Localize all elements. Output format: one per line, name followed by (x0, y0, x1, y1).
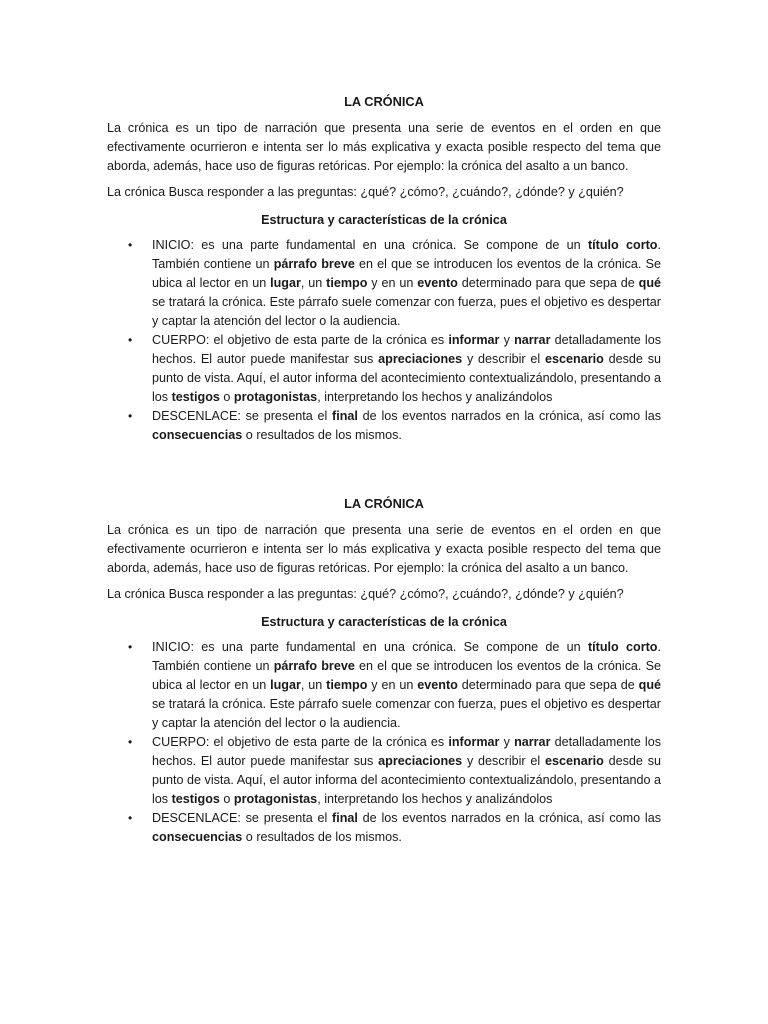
bullet-icon: • (128, 238, 133, 252)
bold-run: escenario (545, 754, 604, 768)
text-run: . También contiene un (152, 238, 661, 271)
intro-paragraph: La crónica es un tipo de narración que presenta una serie de eventos en el orden en que efectivamente ocurrieron e intenta ser lo más explicativa y exacta posible respecto del tema que aborda, además, hace uso de figuras retóricas. Por ejemplo: la crónica del asalto a un banco. (107, 121, 661, 173)
text-run: detalladamente los hechos. El autor puede manifestar sus (152, 333, 661, 366)
text-run: o resultados de los mismos. (242, 830, 402, 844)
text-run: , un (300, 678, 327, 692)
list-item (107, 733, 661, 809)
structure-list (107, 236, 661, 445)
bullet-icon: • (128, 811, 133, 825)
structure-subtitle: Estructura y características de la crónica (261, 615, 507, 629)
bold-run: final (332, 811, 358, 825)
section-2 (107, 494, 661, 847)
text-run: y en un (367, 276, 418, 290)
text-run: o (219, 792, 234, 806)
list-item (107, 638, 661, 733)
bold-run: testigos (171, 390, 220, 404)
bold-run: escenario (545, 352, 604, 366)
text-run: , interpretando los hechos y analizándolos (317, 390, 553, 404)
bold-run: narrar (514, 735, 551, 749)
text-run: y describir el (462, 352, 545, 366)
intro-paragraph: La crónica es un tipo de narración que presenta una serie de eventos en el orden en que efectivamente ocurrieron e intenta ser lo más explicativa y exacta posible respecto del tema que aborda, además, hace uso de figuras retóricas. Por ejemplo: la crónica del asalto a un banco. (107, 523, 661, 575)
text-run: . También contiene un (152, 640, 661, 673)
bold-run: título corto (587, 238, 658, 252)
text-run: detalladamente los hechos. El autor puede manifestar sus (152, 735, 661, 768)
text-run: DESCENLACE: se presenta el (152, 811, 333, 825)
text-run: DESCENLACE: se presenta el (152, 409, 333, 423)
bold-run: apreciaciones (378, 352, 463, 366)
bold-run: qué (638, 678, 662, 692)
text-run: se tratará la crónica. Este párrafo suele comenzar con fuerza, pues el objetivo es despertar y captar la atención del lector o la audiencia. (152, 697, 661, 730)
bold-run: tiempo (326, 678, 368, 692)
text-run: , un (300, 276, 327, 290)
text-run: desde su punto de vista. Aquí, el autor informa del acontecimiento contextualizándolo, presentando a los (152, 352, 661, 404)
list-item (107, 236, 661, 331)
bold-run: testigos (171, 792, 220, 806)
bold-run: final (332, 409, 358, 423)
section-title: LA CRÓNICA (344, 94, 424, 109)
bold-run: consecuencias (152, 830, 243, 844)
text-run: o resultados de los mismos. (242, 428, 402, 442)
text-run: CUERPO: el objetivo de esta parte de la crónica es (152, 735, 449, 749)
structure-list (107, 638, 661, 847)
text-run: y (499, 735, 515, 749)
list-item (107, 331, 661, 407)
text-run: y (499, 333, 515, 347)
text-run: se tratará la crónica. Este párrafo suele comenzar con fuerza, pues el objetivo es despertar y captar la atención del lector o la audiencia. (152, 295, 661, 328)
text-run: INICIO: es una parte fundamental en una crónica. Se compone de un (152, 238, 588, 252)
bold-run: lugar (270, 276, 301, 290)
text-run: INICIO: es una parte fundamental en una crónica. Se compone de un (152, 640, 588, 654)
text-run: y describir el (462, 754, 545, 768)
bold-run: apreciaciones (378, 754, 463, 768)
bold-run: narrar (514, 333, 551, 347)
text-run: CUERPO: el objetivo de esta parte de la crónica es (152, 333, 449, 347)
bold-run: protagonistas (233, 390, 318, 404)
section-1 (107, 92, 661, 445)
bold-run: lugar (270, 678, 301, 692)
text-run: determinado para que sepa de (457, 276, 639, 290)
bold-run: párrafo breve (273, 257, 355, 271)
bold-run: protagonistas (233, 792, 318, 806)
text-run: , interpretando los hechos y analizándolos (317, 792, 553, 806)
list-item (107, 407, 661, 445)
text-run: desde su punto de vista. Aquí, el autor informa del acontecimiento contextualizándolo, presentando a los (152, 754, 661, 806)
bold-run: informar (448, 333, 500, 347)
bullet-icon: • (128, 735, 133, 749)
bold-run: qué (638, 276, 662, 290)
section-title: LA CRÓNICA (344, 496, 424, 511)
text-run: de los eventos narrados en la crónica, así como las (357, 811, 661, 825)
text-run: de los eventos narrados en la crónica, así como las (357, 409, 661, 423)
bold-run: párrafo breve (273, 659, 355, 673)
text-run: o (219, 390, 234, 404)
bullet-icon: • (128, 409, 133, 423)
bold-run: consecuencias (152, 428, 243, 442)
text-run: determinado para que sepa de (457, 678, 639, 692)
text-run: en el que se introducen los eventos de la crónica. Se ubica al lector en un (152, 257, 661, 290)
bold-run: evento (417, 678, 458, 692)
text-run: en el que se introducen los eventos de la crónica. Se ubica al lector en un (152, 659, 661, 692)
text-run: y en un (367, 678, 418, 692)
bold-run: informar (448, 735, 500, 749)
questions-paragraph: La crónica Busca responder a las preguntas: ¿qué? ¿cómo?, ¿cuándo?, ¿dónde? y ¿quién? (107, 185, 624, 199)
bold-run: título corto (587, 640, 658, 654)
bold-run: tiempo (326, 276, 368, 290)
list-item (107, 809, 661, 847)
bullet-icon: • (128, 333, 133, 347)
structure-subtitle: Estructura y características de la crónica (261, 213, 507, 227)
bullet-icon: • (128, 640, 133, 654)
bold-run: evento (417, 276, 458, 290)
questions-paragraph: La crónica Busca responder a las preguntas: ¿qué? ¿cómo?, ¿cuándo?, ¿dónde? y ¿quién? (107, 587, 624, 601)
